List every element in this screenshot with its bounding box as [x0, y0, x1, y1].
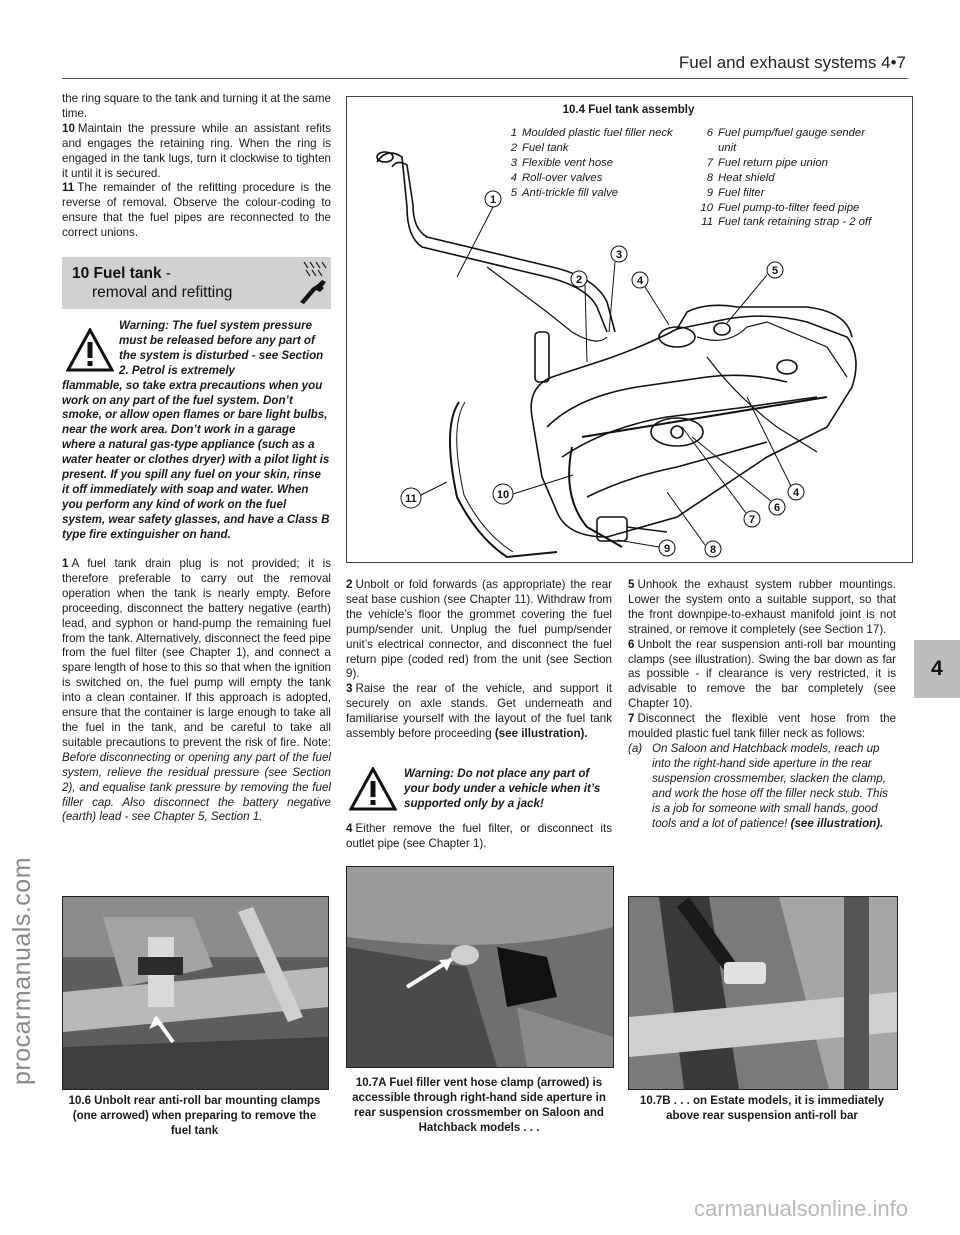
paragraph-step-1: 1 A fuel tank drain plug is not provided; it is therefore preferable to carry out the removal operation when the tank is nearly empty. Before proceeding, disconnect the battery negative (earth) lead, and syphon or hand-pump the remaining fuel from the tank. Alternatively, disconnect the feed pipe from the fuel filter (see Chapter 1), and connect a spare length of hose to this so that when the ignition is switched on, the fuel pump will empty the tank into a clean container. If this approach is adopted, ensure that the container is large enough to take all the fuel in the tank, and be careful to take all suitable precautions to prevent the risk of fire. Note: Before disconnecting or opening any part of the fuel system, relieve the residual pressure (see Section 2), and equalise tank pressure by removing the fuel filler cap. Also disconnect the battery negative (earth) lead - see Chapter 5, Section 1.: [62, 557, 331, 824]
callout-4-bottom: [747, 397, 804, 500]
paragraph-step-11: 11 The remainder of the refitting procedure is the reverse of removal. Observe the colour-coding to ensure that the fuel pipes are reconnected to the correct unions.: [62, 181, 331, 240]
side-watermark: procarmanuals.com: [8, 856, 36, 1085]
svg-text:8: 8: [709, 544, 717, 556]
svg-text:11: 11: [405, 493, 417, 505]
svg-text:4: 4: [636, 275, 644, 287]
caption-photo-10-6: 10.6 Unbolt rear anti-roll bar mounting clamps (one arrowed) when preparing to remove the fuel tank: [68, 1095, 321, 1137]
legend-item: 1 Moulded plastic fuel filler neck: [510, 127, 673, 139]
caption-photo-10-7a: 10.7A Fuel filler vent hose clamp (arrowed) is accessible through right-hand side aperture in rear suspension crossmember on Saloon and Hatchback models . . .: [352, 1077, 606, 1134]
figure-legend-right: [696, 126, 876, 230]
photo-vent-hose-clamp-saloon: [346, 866, 614, 1068]
warning-triangle-icon: [349, 767, 397, 811]
legend-item: 2 Fuel tank: [510, 141, 569, 154]
column-2-step-4: [346, 822, 612, 852]
difficulty-spanner-icon: [296, 258, 330, 306]
callout-7: [682, 427, 760, 527]
legend-item: 9 Fuel filter: [706, 186, 765, 199]
svg-text:10: 10: [496, 489, 510, 501]
svg-text:6: 6: [773, 502, 781, 514]
svg-text:9: 9: [663, 543, 671, 555]
paragraph-step-5: 5 Unhook the exhaust system rubber mountings. Lower the system onto a suitable support, so that the front downpipe-to-exhaust manifold joint is not strained, or remove it completely (see Section 17).: [628, 578, 896, 636]
svg-text:7: 7: [748, 514, 756, 526]
callout-9: [617, 540, 675, 556]
chapter-tab: 4: [914, 640, 960, 698]
legend-item: 5 Anti-trickle fill valve: [510, 186, 619, 199]
paragraph-step-4: 4 Either remove the fuel filter, or disconnect its outlet pipe (see Chapter 1).: [346, 822, 612, 850]
column-2: [346, 578, 612, 742]
paragraph-step-7: 7 Disconnect the flexible vent hose from the moulded plastic fuel tank filler neck as follows:: [628, 712, 896, 741]
footer-watermark: carmanualsonline.info: [693, 1196, 908, 1221]
svg-text:1: 1: [489, 194, 497, 206]
callout-2: [571, 271, 587, 362]
fuel-warning-text: Warning: The fuel system pressure must be released before any part of the system is disturbed - see Section 2. Petrol is extremely flammable, so take extra precautions when you work on any part of the fuel system. Don’t smoke, or allow open flames or bare light bulbs, near the work area. Don’t work in a garage where a natural gas-type appliance (such as a water heater or clothes dryer) with a pilot light is present. If you spill any fuel on your skin, rinse it off immediately with soap and water. When you perform any kind of work on the fuel system, wear safety glasses, and have a Class B type fire extinguisher on hand.: [62, 319, 330, 541]
callout-4-top: [632, 272, 669, 325]
legend-item: 6 Fuel pump/fuel gauge sender unit: [706, 127, 865, 154]
legend-item: 7 Fuel return pipe union: [706, 156, 828, 169]
header-rule: [62, 78, 908, 79]
figure-legend-left: [508, 126, 688, 201]
legend-item: 4 Roll-over valves: [510, 171, 603, 184]
paragraph-continued: the ring square to the tank and turning it at the same time.: [62, 92, 331, 120]
column-1-top: [62, 92, 331, 241]
photo-anti-roll-bar-clamp: [62, 896, 329, 1090]
photo-vent-hose-estate: [628, 896, 898, 1090]
paragraph-step-2: 2 Unbolt or fold forwards (as appropriate) the rear seat base cushion (see Chapter 11). Withdraw from the vehicle’s floor the grommet covering the fuel pump/sender unit. Unplug the fuel pump/sender unit’s electrical connector, and disconnect the fuel return pipe (coded red) from the unit (see Section 9).: [346, 578, 612, 681]
column-3: [628, 578, 896, 831]
paragraph-step-3: 3 Raise the rear of the vehicle, and support it securely on axle stands. Get underneath and familiarise yourself with the layout of the fuel tank assembly before proceeding (see illustration).: [346, 682, 612, 741]
paragraph-sub-a: (a) On Saloon and Hatchback models, reach up into the right-hand side aperture in the rear suspension crossmember, slacken the clamp, and work the hose off the filler neck stub. This is a job for someone with small hands, good tools and a lot of patience! (see illustration).: [628, 741, 888, 830]
column-1-step-1: [62, 557, 331, 825]
svg-text:5: 5: [771, 265, 779, 277]
legend-item: 8 Heat shield: [706, 171, 775, 184]
svg-text:3: 3: [615, 249, 623, 261]
svg-text:2: 2: [575, 274, 583, 286]
paragraph-step-6: 6 Unbolt the rear suspension anti-roll bar mounting clamps (see illustration). Swing the bar down as far as possible - if clearance is very restricted, it is advisable to remove the bar completely (see Chapter 10).: [628, 637, 896, 711]
jack-warning-text: Warning: Do not place any part of your body under a vehicle when it’s supported only by a jack!: [404, 767, 601, 810]
legend-item: 10 Fuel pump-to-filter feed pipe: [700, 201, 860, 214]
legend-item: 3 Flexible vent hose: [510, 156, 614, 169]
caption-photo-10-7b: 10.7B . . . on Estate models, it is immediately above rear suspension anti-roll bar: [639, 1095, 885, 1122]
callout-5: [727, 262, 783, 323]
figure-title: 10.4 Fuel tank assembly: [562, 104, 695, 116]
callout-10: [493, 475, 573, 504]
svg-text:4: 4: [792, 487, 800, 499]
running-header: Fuel and exhaust systems 4•7: [678, 53, 906, 72]
section-subtitle: removal and refitting: [92, 284, 233, 301]
callout-11: [401, 482, 447, 508]
paragraph-step-10: 10 Maintain the pressure while an assistant refits and engages the retaining ring. When the ring is engaged in the tank lugs, turn it clockwise to tighten it until it is secured.: [62, 121, 331, 180]
legend-item: 11 Fuel tank retaining strap - 2 off: [701, 216, 872, 229]
section-title: 10 Fuel tank -: [72, 265, 172, 282]
